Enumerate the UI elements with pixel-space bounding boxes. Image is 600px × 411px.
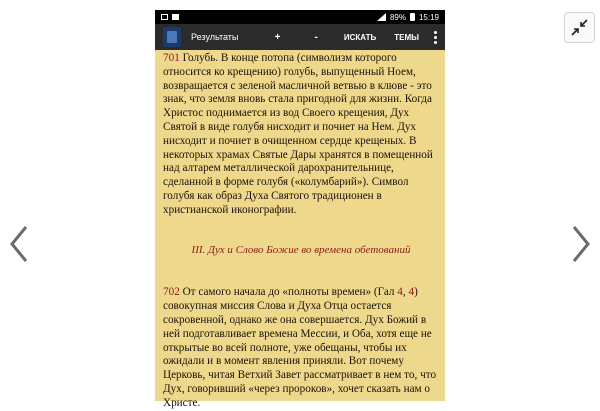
ref-separator: , bbox=[402, 286, 409, 299]
signal-icon bbox=[377, 13, 386, 21]
section-heading: III. Дух и Слово Божие во времена обетований bbox=[191, 243, 411, 256]
next-image-button[interactable] bbox=[566, 222, 596, 266]
scripture-ref-link[interactable]: 4 bbox=[397, 286, 403, 299]
app-logo-icon[interactable] bbox=[163, 27, 181, 47]
paragraph-text: От самого начала до «полноты времен» (Гал bbox=[179, 286, 398, 299]
article-content bbox=[155, 50, 445, 411]
paragraph-number[interactable]: 701 bbox=[163, 52, 180, 64]
chevron-right-icon bbox=[570, 224, 592, 264]
paragraph-number[interactable]: 702 bbox=[163, 286, 180, 299]
clock: 15:19 bbox=[418, 12, 439, 22]
exit-fullscreen-button[interactable] bbox=[564, 12, 595, 43]
zoom-out-button[interactable]: - bbox=[314, 31, 318, 43]
paragraph-text: Голубь. В конце потопа (символизм которого относится ко крещению) голубь, выпущенный Ноем, возвращается с зеленой масличной ветвью в клюве - это знак, что земля вновь стала пригодной для жизни. Когда Христос поднимается из вод Своего крещения, Дух Святой в виде голубя нисходит и почиет на Нем. Дух нисходит и почиет в очищенном сердце крещеных. В некоторых храмах Святые Дары хранятся в помещенной над алтарем металлической дарохранительнице, сделанной в форме голубя («колумбарий»). Символ голубя как образ Духа Святого традиционен в христианской иконографии. bbox=[163, 52, 433, 216]
battery-percent: 89% bbox=[389, 12, 406, 22]
collapse-fullscreen-icon bbox=[571, 19, 588, 36]
action-bar-actions bbox=[258, 31, 445, 44]
previous-image-button[interactable] bbox=[4, 222, 34, 266]
overflow-menu-icon[interactable] bbox=[428, 31, 445, 44]
notification-icon bbox=[161, 14, 168, 20]
scripture-ref-link[interactable]: 4 bbox=[408, 286, 415, 299]
screen-title: Результаты bbox=[191, 32, 239, 42]
notification-icon bbox=[172, 14, 179, 20]
status-bar bbox=[155, 10, 445, 24]
zoom-in-button[interactable]: + bbox=[274, 31, 281, 43]
search-button[interactable]: ИСКАТЬ bbox=[343, 32, 377, 42]
paragraph-701 bbox=[163, 52, 439, 218]
paragraph-702 bbox=[163, 286, 439, 410]
paragraph-text: ) совокупная миссия Слова и Духа Отца остается сокровенной, однако же она совершается. Дух Божий в ней подготавливает времена Мессии, и Оба, хотя еще не открытые во всей полноте, уже обещаны, чтобы их ожидали и в момент явления приняли. Вот почему Церковь, читая Ветхий Завет рассматривает в нем то, что Дух, говоривший «через пророков», хочет сказать нам о Христе. bbox=[163, 286, 437, 409]
action-bar bbox=[155, 24, 445, 50]
phone-screenshot bbox=[155, 10, 445, 409]
topics-button[interactable]: ТЕМЫ bbox=[394, 32, 419, 42]
battery-icon bbox=[410, 13, 415, 21]
chevron-left-icon bbox=[8, 224, 30, 264]
